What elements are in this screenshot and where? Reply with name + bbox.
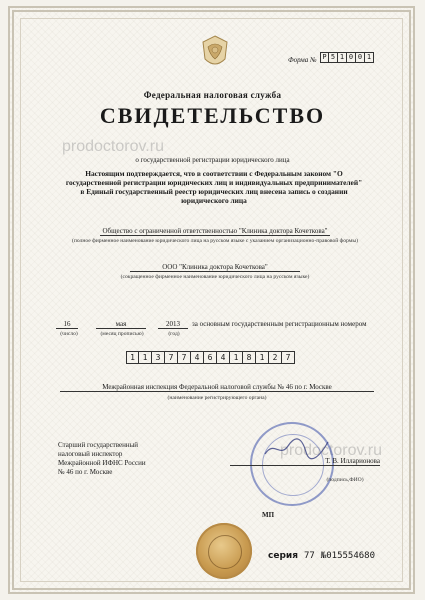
month-caption: (месяц прописью) bbox=[100, 331, 144, 337]
ogrn-digit: 7 bbox=[178, 351, 191, 364]
subtitle: о государственной регистрации юридического лица bbox=[135, 156, 290, 164]
series-label: серия bbox=[268, 551, 298, 561]
registration-number-label: за основным государственным регистрационным номером bbox=[192, 320, 367, 328]
page-title: СВИДЕТЕЛЬСТВО bbox=[99, 103, 326, 128]
form-code-digit: 0 bbox=[347, 52, 356, 63]
seal-inner-ring bbox=[208, 535, 242, 569]
certificate-number: №015554680 bbox=[320, 551, 375, 561]
ogrn-digit: 1 bbox=[230, 351, 243, 364]
signer-title-line: № 46 по г. Москве bbox=[58, 468, 113, 476]
ogrn-number bbox=[126, 351, 295, 364]
company-short-name: ООО "Клиника доктора Кочеткова" bbox=[130, 263, 300, 272]
gold-seal-icon bbox=[196, 523, 252, 579]
form-code-digit: 1 bbox=[338, 52, 347, 63]
ogrn-digit: 6 bbox=[204, 351, 217, 364]
signer-title-line: Старший государственный bbox=[58, 441, 139, 449]
ogrn-digit: 2 bbox=[269, 351, 282, 364]
form-code bbox=[320, 52, 374, 63]
ogrn-digit: 7 bbox=[165, 351, 178, 364]
ogrn-digit: 7 bbox=[282, 351, 295, 364]
agency-name: Федеральная налоговая служба bbox=[143, 90, 282, 100]
signer-title bbox=[58, 441, 146, 477]
series-number bbox=[268, 551, 375, 561]
ogrn-digit: 8 bbox=[243, 351, 256, 364]
signer-title-line: Межрайонной ИФНС России bbox=[58, 459, 146, 467]
signer-name: Т. В. Илларионова bbox=[230, 457, 380, 466]
registering-office-caption: (наименование регистрирующего органа) bbox=[167, 395, 267, 401]
form-code-digit: 0 bbox=[356, 52, 365, 63]
ogrn-digit: 4 bbox=[217, 351, 230, 364]
registration-month: мая bbox=[96, 320, 146, 329]
company-short-name-caption: (сокращенное фирменное наименование юридического лица на русском языке) bbox=[120, 274, 310, 280]
signature-caption: (подпись,ФИО) bbox=[326, 477, 364, 483]
form-code-digit: Р bbox=[320, 52, 329, 63]
company-full-name-caption: (полное фирменное наименование юридического лица на русском языке с указанием организационно-правовой формы) bbox=[72, 238, 358, 244]
ogrn-digit: 1 bbox=[126, 351, 139, 364]
form-code-digit: 1 bbox=[365, 52, 374, 63]
ogrn-digit: 1 bbox=[139, 351, 152, 364]
ogrn-digit: 1 bbox=[256, 351, 269, 364]
company-full-name: Общество с ограниченной ответственностью "Клиника доктора Кочеткова" bbox=[100, 227, 330, 236]
registration-year: 2013 bbox=[158, 320, 188, 329]
ogrn-digit: 3 bbox=[152, 351, 165, 364]
form-label: Форма № bbox=[288, 56, 317, 64]
registering-office: Межрайонная инспекция Федеральной налоговой службы № 46 по г. Москве bbox=[60, 383, 374, 392]
series-code: 77 bbox=[303, 551, 315, 561]
day-caption: (число) bbox=[60, 331, 78, 337]
ogrn-digit: 4 bbox=[191, 351, 204, 364]
watermark-top: prodoctorov.ru bbox=[62, 138, 164, 155]
year-caption: (год) bbox=[168, 331, 180, 337]
watermark-bottom: prodoctorov.ru bbox=[280, 442, 382, 459]
signer-title-line: налоговый инспектор bbox=[58, 450, 123, 458]
coat-of-arms-icon bbox=[198, 33, 232, 71]
registration-day: 16 bbox=[56, 320, 78, 329]
stamp-place-label: МП bbox=[262, 511, 275, 519]
statement-text: Настоящим подтверждается, что в соответствии с Федеральным законом "О государственной регистрации юридических лиц и индивидуальных предпринимателей" в Единый государственный реестр юридических лиц внесена запись о создании юридического лица bbox=[65, 169, 363, 205]
form-code-digit: 5 bbox=[329, 52, 338, 63]
